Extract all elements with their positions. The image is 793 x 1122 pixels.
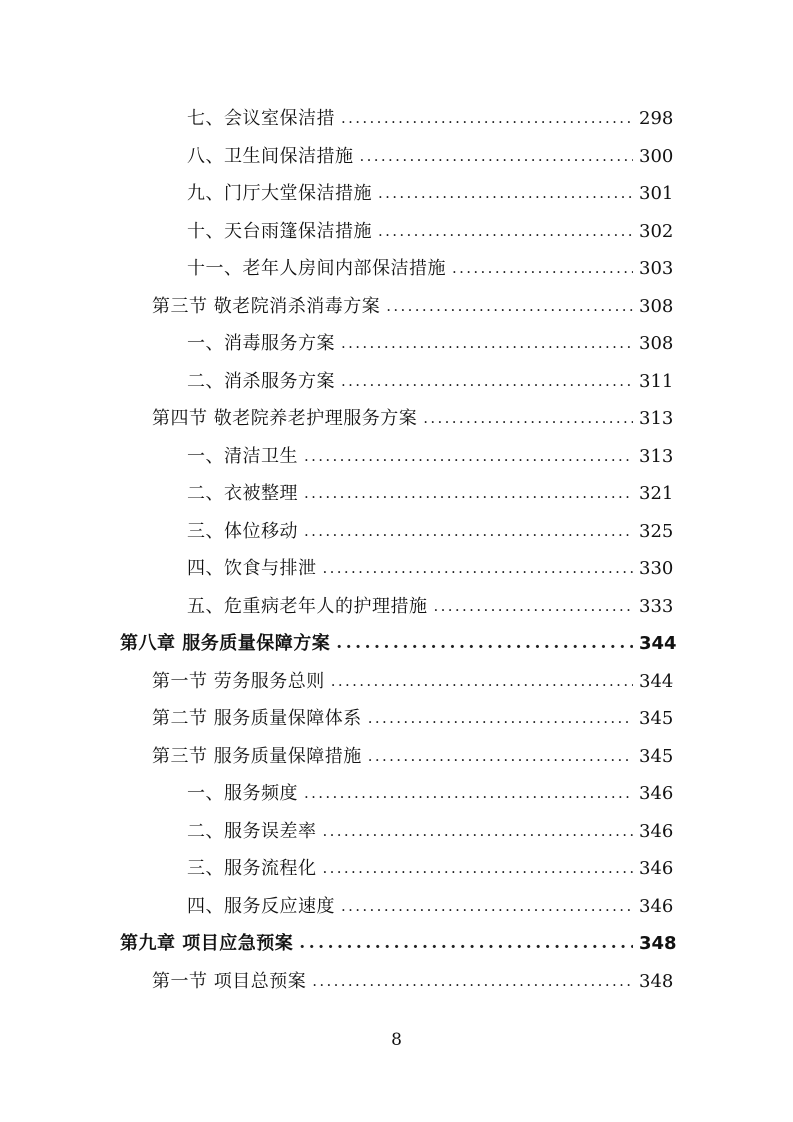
toc-entry-title: 四、饮食与排泄 xyxy=(187,558,317,579)
toc-entry-page: 346 xyxy=(639,783,674,804)
toc-section-entry[interactable] xyxy=(0,288,673,326)
toc-entry-title: 三、体位移动 xyxy=(187,520,298,542)
toc-subsection-entry[interactable] xyxy=(0,138,673,176)
table-of-contents xyxy=(0,100,793,1000)
toc-dot-leader xyxy=(304,775,633,813)
toc-entry-title: 九、门厅大堂保洁措施 xyxy=(187,183,372,204)
toc-dot-leader xyxy=(360,138,634,176)
toc-dot-leader xyxy=(336,625,633,663)
toc-entry-page: 348 xyxy=(639,970,674,992)
toc-dot-leader xyxy=(368,700,633,738)
toc-dot-leader xyxy=(304,438,633,476)
toc-subsection-entry[interactable] xyxy=(0,888,673,926)
toc-section-entry[interactable] xyxy=(0,663,673,701)
toc-entry-title: 二、消杀服务方案 xyxy=(187,370,335,392)
toc-entry-page: 346 xyxy=(639,858,674,879)
toc-entry-page: 321 xyxy=(639,483,674,504)
toc-subsection-entry[interactable] xyxy=(0,850,673,888)
toc-entry-title: 第一节 劳务服务总则 xyxy=(152,670,325,692)
toc-subsection-entry[interactable] xyxy=(0,550,673,588)
toc-dot-leader xyxy=(341,100,633,138)
toc-subsection-entry[interactable] xyxy=(0,813,673,851)
toc-entry-page: 333 xyxy=(639,595,674,617)
toc-entry-title: 七、会议室保洁措 xyxy=(187,108,335,129)
toc-section-entry[interactable] xyxy=(0,738,673,776)
toc-dot-leader xyxy=(378,175,633,213)
toc-entry-page: 308 xyxy=(639,295,674,317)
toc-dot-leader xyxy=(331,663,633,701)
toc-entry-title: 二、衣被整理 xyxy=(187,483,298,504)
toc-subsection-entry[interactable] xyxy=(0,513,673,551)
toc-dot-leader xyxy=(378,213,633,251)
toc-subsection-entry[interactable] xyxy=(0,213,673,251)
toc-dot-leader xyxy=(304,475,633,513)
toc-entry-page: 344 xyxy=(639,670,674,692)
toc-subsection-entry[interactable] xyxy=(0,438,673,476)
toc-entry-page: 302 xyxy=(639,220,674,242)
toc-dot-leader xyxy=(312,963,633,1001)
toc-entry-title: 三、服务流程化 xyxy=(187,858,317,879)
toc-entry-title: 第二节 服务质量保障体系 xyxy=(152,708,362,729)
page-number: 8 xyxy=(391,1030,402,1050)
toc-entry-page: 345 xyxy=(639,708,674,729)
toc-entry-page: 311 xyxy=(639,370,674,392)
toc-entry-title: 十一、老年人房间内部保洁措施 xyxy=(187,258,446,279)
toc-entry-title: 第四节 敬老院养老护理服务方案 xyxy=(152,408,418,429)
toc-entry-title: 二、服务误差率 xyxy=(187,820,317,842)
toc-section-entry[interactable] xyxy=(0,400,673,438)
toc-entry-page: 298 xyxy=(639,108,674,129)
toc-subsection-entry[interactable] xyxy=(0,250,673,288)
toc-entry-page: 344 xyxy=(639,633,677,654)
toc-subsection-entry[interactable] xyxy=(0,475,673,513)
toc-entry-title: 第三节 敬老院消杀消毒方案 xyxy=(152,295,381,317)
toc-entry-title: 四、服务反应速度 xyxy=(187,895,335,917)
toc-entry-title: 第九章 项目应急预案 xyxy=(120,933,294,954)
toc-entry-page: 348 xyxy=(639,933,677,954)
toc-entry-page: 345 xyxy=(639,745,674,767)
toc-entry-page: 325 xyxy=(639,520,674,542)
toc-section-entry[interactable] xyxy=(0,963,673,1001)
toc-dot-leader xyxy=(323,550,634,588)
toc-dot-leader xyxy=(299,925,633,963)
toc-entry-page: 330 xyxy=(639,558,674,579)
toc-dot-leader xyxy=(434,588,634,626)
toc-chapter-entry[interactable] xyxy=(0,625,677,663)
toc-dot-leader xyxy=(341,325,633,363)
toc-dot-leader xyxy=(304,513,633,551)
toc-entry-title: 五、危重病老年人的护理措施 xyxy=(187,595,428,617)
toc-dot-leader xyxy=(386,288,633,326)
toc-chapter-entry[interactable] xyxy=(0,925,677,963)
toc-entry-page: 313 xyxy=(639,408,674,429)
toc-section-entry[interactable] xyxy=(0,700,673,738)
toc-entry-title: 八、卫生间保洁措施 xyxy=(187,145,354,167)
toc-entry-title: 一、消毒服务方案 xyxy=(187,333,335,354)
toc-dot-leader xyxy=(323,813,634,851)
toc-dot-leader xyxy=(368,738,633,776)
toc-subsection-entry[interactable] xyxy=(0,100,673,138)
toc-subsection-entry[interactable] xyxy=(0,775,673,813)
toc-entry-title: 第三节 服务质量保障措施 xyxy=(152,745,362,767)
toc-entry-page: 301 xyxy=(639,183,674,204)
toc-dot-leader xyxy=(323,850,634,888)
toc-entry-page: 300 xyxy=(639,145,674,167)
toc-subsection-entry[interactable] xyxy=(0,175,673,213)
toc-entry-page: 346 xyxy=(639,895,674,917)
toc-entry-title: 第八章 服务质量保障方案 xyxy=(120,633,331,654)
toc-subsection-entry[interactable] xyxy=(0,363,673,401)
toc-entry-title: 十、天台雨篷保洁措施 xyxy=(187,220,372,242)
toc-dot-leader xyxy=(341,363,633,401)
toc-entry-page: 346 xyxy=(639,820,674,842)
toc-entry-page: 313 xyxy=(639,445,674,467)
toc-dot-leader xyxy=(341,888,633,926)
toc-entry-page: 308 xyxy=(639,333,674,354)
toc-dot-leader xyxy=(452,250,633,288)
toc-dot-leader xyxy=(423,400,633,438)
toc-entry-title: 一、清洁卫生 xyxy=(187,445,298,467)
toc-entry-title: 第一节 项目总预案 xyxy=(152,970,307,992)
toc-entry-title: 一、服务频度 xyxy=(187,783,298,804)
toc-subsection-entry[interactable] xyxy=(0,325,673,363)
toc-subsection-entry[interactable] xyxy=(0,588,673,626)
toc-entry-page: 303 xyxy=(639,258,674,279)
